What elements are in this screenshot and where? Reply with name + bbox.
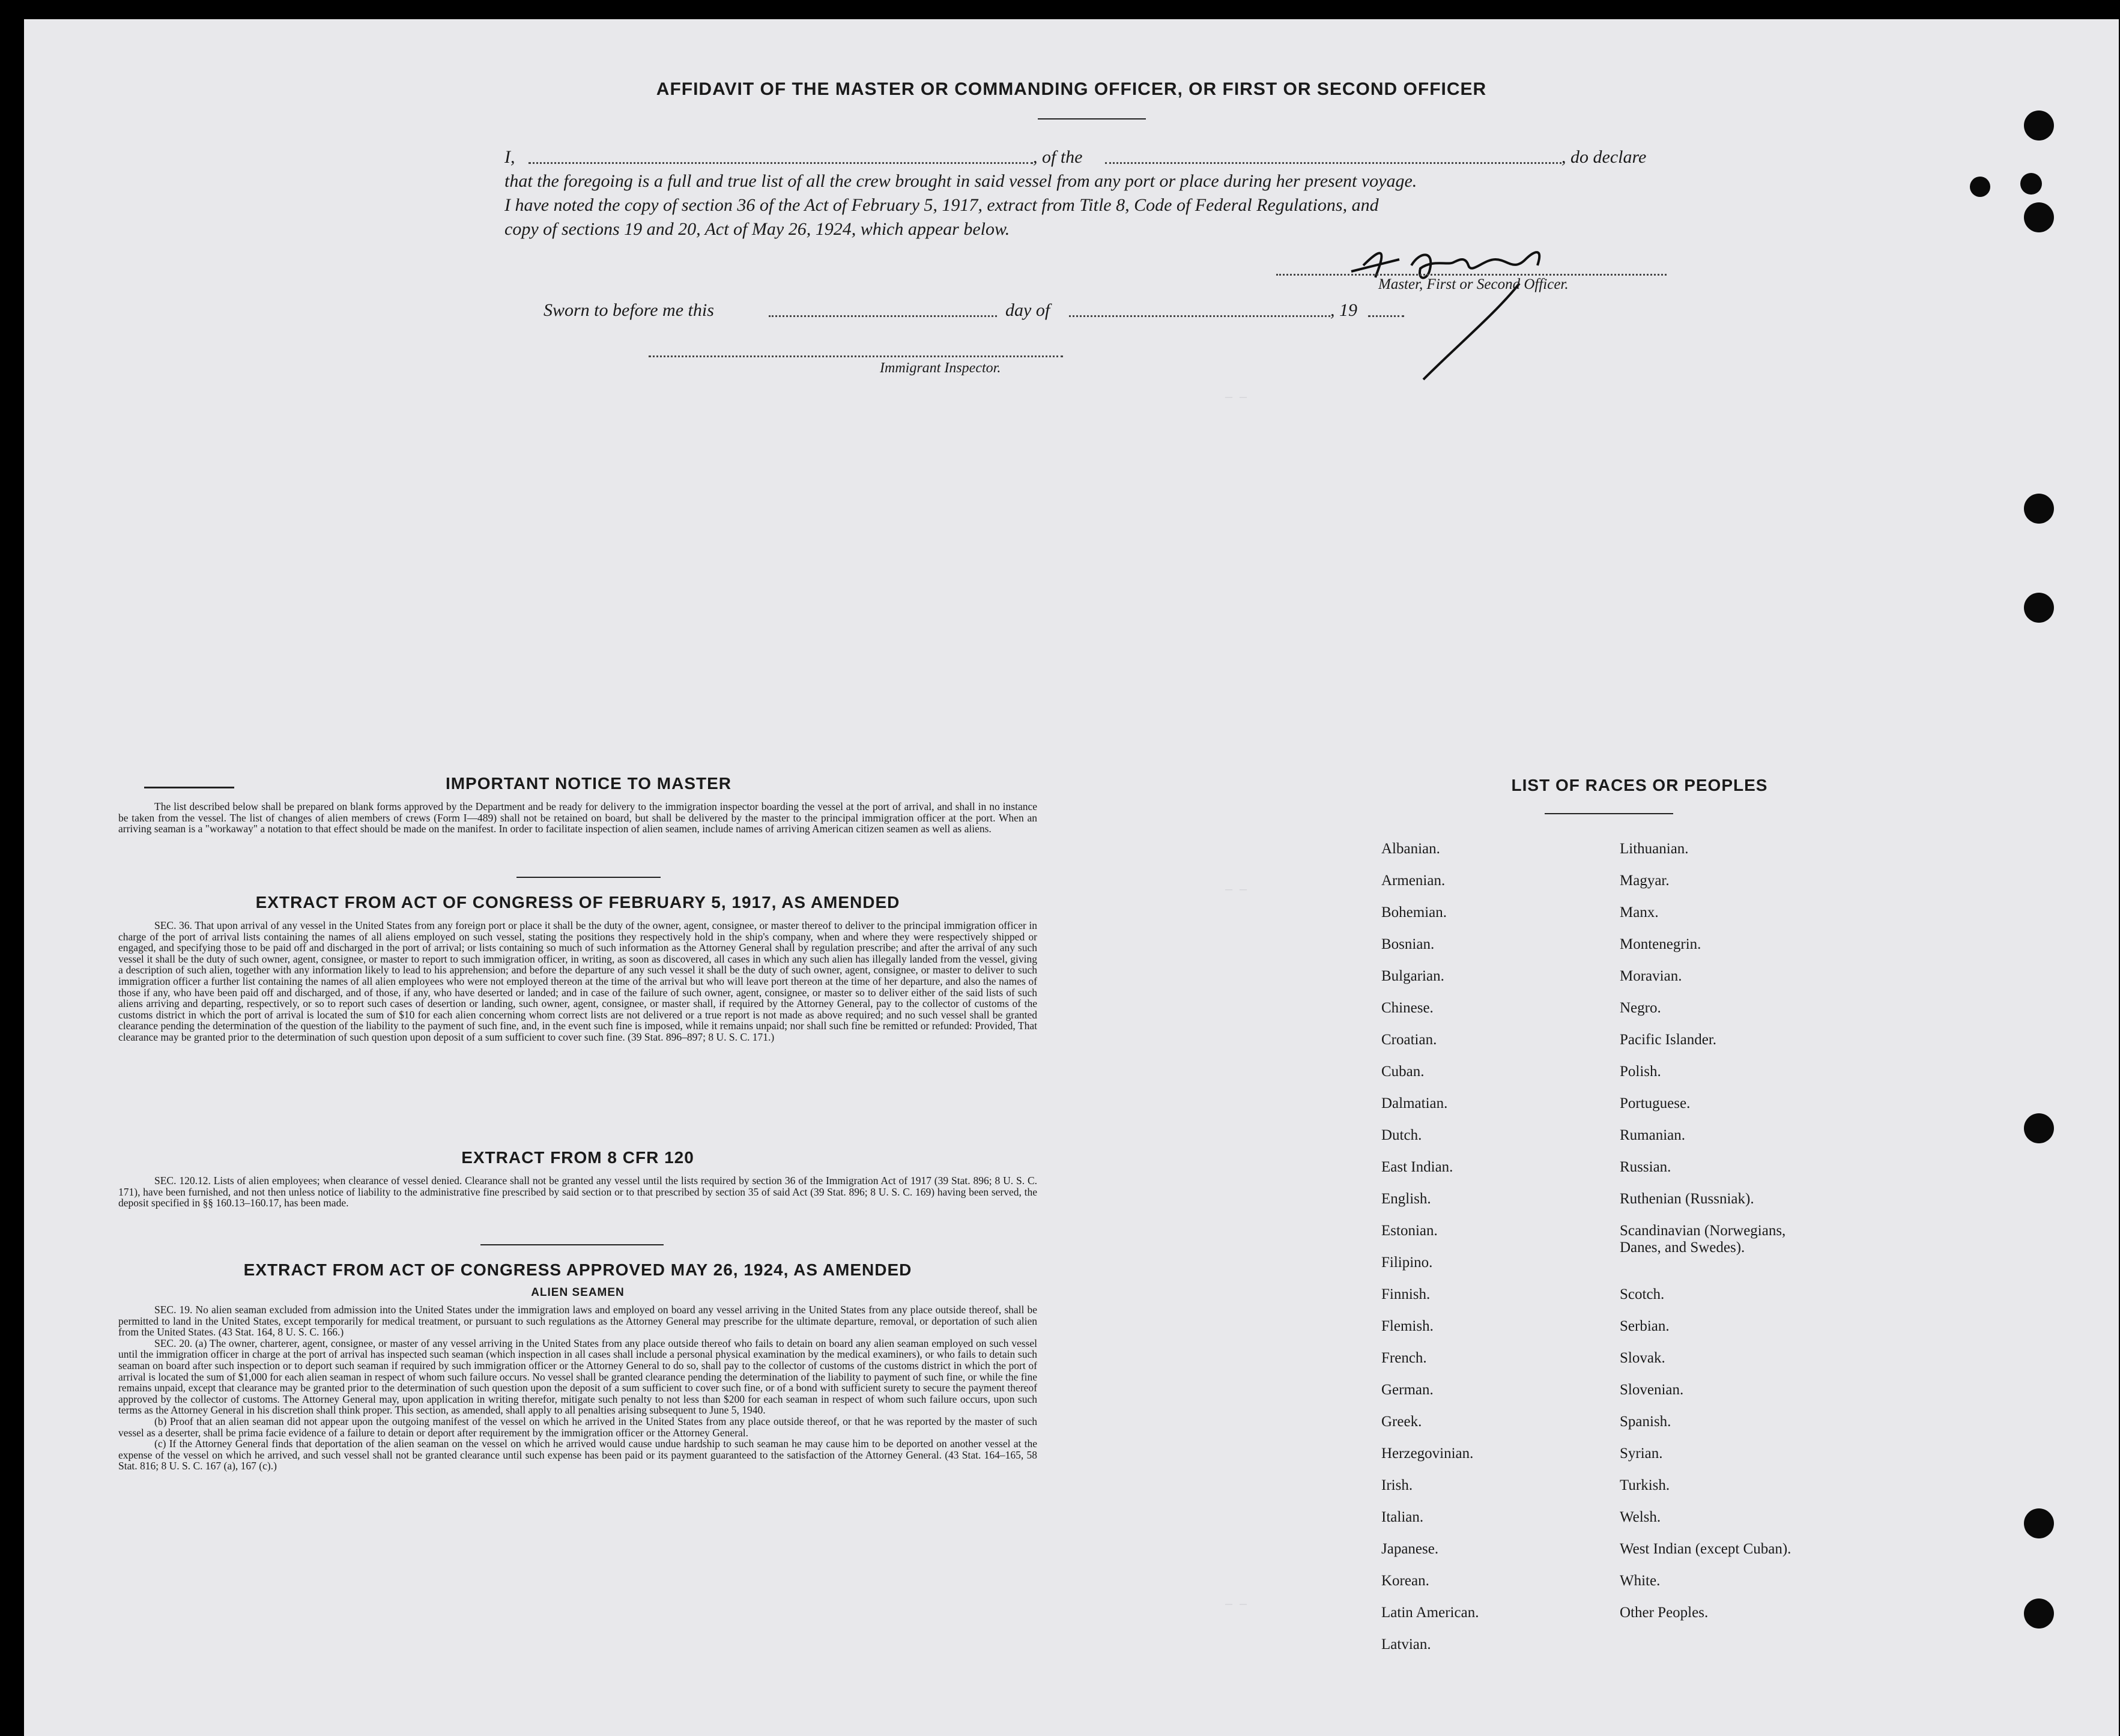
binder-hole [2024, 1598, 2054, 1629]
race-item: Portuguese. [1620, 1095, 1691, 1111]
race-item: Welsh. [1620, 1509, 1661, 1525]
affidavit-of-the: , of the [1033, 147, 1083, 167]
extract-1924-sec20c: (c) If the Attorney General finds that deportation of the alien seaman on the vessel on which he arrived would cause undue hardship to such seaman he may cause him to be deported on another vessel at the expense of the vessel on which he arrived, and such vessel shall not be granted clearance until such expense has been paid or its payment guaranteed to the satisfaction of the Attorney General. (43 Stat. 164–165, 58 Stat. 816; 8 U. S. C. 167 (a), 167 (c).) [118, 1438, 1037, 1472]
sworn-year-blank [1368, 315, 1404, 317]
notice-text: The list described below shall be prepared on blank forms approved by the Department and be ready for delivery to the immigration inspector boarding the vessel at the port of arrival, and shall in no instance be taken from the vessel. The list of changes of alien members of crews (Form I—489) shall not be retained on board, but shall be delivered by the master to the principal immigration officer at the port. When an arriving seaman is a "workaway" a notation to that effect should be made on the manifest. In order to facilitate inspection of alien seamen, include names of arriving American citizen seamen as well as aliens. [118, 800, 1037, 835]
race-item: Turkish. [1620, 1477, 1670, 1493]
race-item: Scandinavian (Norwegians, Danes, and Swedes). [1620, 1223, 1786, 1256]
race-item: Russian. [1620, 1159, 1671, 1175]
race-item: English. [1381, 1191, 1431, 1207]
races-title: LIST OF RACES OR PEOPLES [1511, 776, 1768, 794]
title-divider [1038, 118, 1146, 119]
race-item: Croatian. [1381, 1032, 1437, 1048]
race-item: Italian. [1381, 1509, 1424, 1525]
signature-line [1276, 274, 1667, 276]
extract-1917-block [118, 920, 1037, 1043]
race-item: Slovak. [1620, 1350, 1665, 1366]
extract-1924-sec19: SEC. 19. No alien seaman excluded from admission into the United States under the immigration laws and employed on board any vessel arriving in the United States from any place outside thereof, shall be permitted to land in the United States, except temporarily for medical treatment, or pursuant to such regulations as the Attorney General may prescribe for the ultimate departure, removal, or deportation of such alien from the United States. (43 Stat. 164, 8 U. S. C. 166.) [118, 1304, 1037, 1338]
race-item: Flemish. [1381, 1318, 1434, 1334]
race-item: Pacific Islander. [1620, 1032, 1717, 1048]
race-item: Other Peoples. [1620, 1604, 1709, 1621]
race-item: Herzegovinian. [1381, 1445, 1474, 1462]
race-item: Latvian. [1381, 1636, 1431, 1653]
race-item: Armenian. [1381, 873, 1446, 889]
bleed-through-mark: ─ ─ [1225, 392, 1247, 405]
race-item: Albanian. [1381, 841, 1440, 857]
name-blank [528, 162, 1033, 164]
race-item: Magyar. [1620, 873, 1670, 889]
notice-title: IMPORTANT NOTICE TO MASTER [445, 774, 732, 793]
binder-hole [2024, 1508, 2054, 1538]
notice-text-block [118, 801, 1037, 835]
race-item: Moravian. [1620, 968, 1682, 984]
bleed-through-mark: ─ ─ [1225, 884, 1247, 898]
race-item: Japanese. [1381, 1541, 1439, 1557]
race-item: Spanish. [1620, 1414, 1671, 1430]
race-item: Bohemian. [1381, 904, 1447, 921]
affidavit-title: AFFIDAVIT OF THE MASTER OR COMMANDING OFFICER, OR FIRST OR SECOND OFFICER [656, 79, 1487, 99]
vessel-blank [1105, 162, 1561, 164]
sworn-day-of: day of [1005, 300, 1050, 320]
race-item: Bosnian. [1381, 936, 1435, 952]
document-page [24, 19, 2119, 1736]
race-item: Lithuanian. [1620, 841, 1689, 857]
sworn-month-blank [1069, 315, 1330, 317]
race-item: Greek. [1381, 1414, 1422, 1430]
extract-1924-sec20b: (b) Proof that an alien seaman did not appear upon the outgoing manifest of the vessel on which he arrived in the United States from any place outside thereof, or that he was reported by the master of such vessel as a deserter, shall be prima facie evidence of a failure to detain or deport after requirement by the immigration officer or the Attorney General. [118, 1415, 1037, 1439]
affidavit-line-2: that the foregoing is a full and true list of all the crew brought in said vessel from any port or place during her present voyage. [504, 171, 1417, 191]
race-item: Latin American. [1381, 1604, 1479, 1621]
affidavit-i: I, [504, 147, 515, 167]
race-item: Filipino. [1381, 1254, 1433, 1271]
section-divider [480, 1244, 664, 1245]
race-item: Estonian. [1381, 1223, 1438, 1239]
extract-cfr-text: SEC. 120.12. Lists of alien employees; when clearance of vessel denied. Clearance shall not be granted any vessel until the lists required by section 36 of the Immigration Act of 1917 (39 Stat. 896; 8 U. S. C. 171), have been furnished, and not then unless notice of liability to the administrative fine prescribed by said section or to that prescribed by section 35 of said Act (39 Stat. 896; 8 U. S. C. 169) having been served, the deposit specified in §§ 160.13–160.17, has been made. [118, 1175, 1037, 1209]
inspector-caption: Immigrant Inspector. [880, 360, 1001, 376]
race-item: Syrian. [1620, 1445, 1663, 1462]
race-item: West Indian (except Cuban). [1620, 1541, 1791, 1557]
race-item: Korean. [1381, 1573, 1429, 1589]
binder-hole [2024, 1113, 2054, 1143]
extract-1924-subtitle: ALIEN SEAMEN [531, 1286, 625, 1299]
binder-hole [1970, 177, 1990, 197]
extract-1917-text: SEC. 36. That upon arrival of any vessel in the United States from any foreign port or place it shall be the duty of the owner, agent, consignee, or master thereof to deliver to the principal immigration officer in charge of the port of arrival lists containing the names of all aliens employed on such vessel, stating the positions they respectively hold in the ship's company, when and where they were respectively shipped or engaged, and specifying those to be paid off and discharged in the port of arrival; or lists containing so much of such information as the Attorney General shall by regulation prescribe; and after the arrival of any such vessel it shall be the duty of such owner, agent, consignee, or master to report to such immigration officer, in writing, as soon as discovered, all cases in which any such alien has illegally landed from the vessel, giving a description of such alien, together with any information likely to lead to his apprehension; and before the departure of any such vessel it shall be the duty of such owner, agent, consignee, or master to deliver to such immigration officer a further list containing the names of all alien employees who were not employed thereon at the time of the arrival but who will leave port thereon at the time of her departure, and also the names of those if any, who have been paid off and discharged, and of those, if any, who have deserted or landed; and in case of the failure of such owner, agent, consignee, or master so to deliver either of the said lists of such aliens arriving and departing, respectively, or so to report such cases of desertion or landing, such owner, agent, consignee, or master shall, if required by the Attorney General, pay to the collector of customs of the customs district in which the port of arrival is located the sum of $10 for each alien concerning whom correct lists are not delivered or a true report is not made as above required; and no such vessel shall be granted clearance pending the determination of the question of the liability to the payment of such fine, and, in the event such fine is imposed, while it remains unpaid; nor shall such fine be remitted or refunded: Provided, That clearance may be granted prior to the determination of such question upon deposit of a sum sufficient to cover such fine. (39 Stat. 896–897; 8 U. S. C. 171.) [118, 919, 1037, 1043]
affidavit-declare: , do declare [1561, 147, 1647, 167]
race-item: German. [1381, 1382, 1434, 1398]
extract-1924-sec20a: SEC. 20. (a) The owner, charterer, agent, consignee, or master of any vessel arriving in the United States from any place outside thereof who fails to detain on board any alien seaman employed on such vessel until the immigration officer in charge at the port of arrival has inspected such seaman (which inspection in all cases shall include a personal physical examination by the medical examiners), or who fails to detain such seaman on board after such inspection or to deport such seaman if required by such immigration officer or the Attorney General to do so, shall pay to the collector of customs of the customs district in which the port of arrival is located the sum of $1,000 for each alien seaman in respect of whom such failure occurs. No vessel shall be granted clearance pending the determination of the liability to payment of such fine, or while the fine remains unpaid, except that clearance may be granted prior to the determination of such question upon the deposit of a sum sufficient to cover such fine, or of a bond with sufficient surety to secure the payment thereof approved by the collector of customs. The Attorney General may, upon application in writing therefor, mitigate such penalty to not less than $200 for each seaman in respect of whom such failure occurs, upon such terms as the Attorney General in his discretion shall think proper. This section, as amended, shall apply to all penalties arising subsequent to June 5, 1940. [118, 1337, 1037, 1417]
race-item: White. [1620, 1573, 1661, 1589]
race-item: Manx. [1620, 904, 1659, 921]
race-item: Bulgarian. [1381, 968, 1444, 984]
race-item: Dutch. [1381, 1127, 1422, 1143]
race-item: Dalmatian. [1381, 1095, 1448, 1111]
race-item: Irish. [1381, 1477, 1413, 1493]
binder-hole [2024, 494, 2054, 524]
affidavit-line-1 [504, 145, 515, 169]
signature-caption: Master, First or Second Officer. [1378, 276, 1569, 292]
race-item: Montenegrin. [1620, 936, 1701, 952]
binder-hole [2020, 173, 2042, 195]
affidavit-line-3: I have noted the copy of section 36 of the Act of February 5, 1917, extract from Title 8, Code of Federal Regulations, and [504, 195, 1379, 215]
extract-cfr-title: EXTRACT FROM 8 CFR 120 [461, 1148, 694, 1167]
race-item: Slovenian. [1620, 1382, 1684, 1398]
extract-1924-title: EXTRACT FROM ACT OF CONGRESS APPROVED MAY 26, 1924, AS AMENDED [243, 1260, 912, 1279]
binder-hole [2024, 593, 2054, 623]
binder-hole [2024, 202, 2054, 232]
race-item: Finnish. [1381, 1286, 1431, 1302]
affidavit-line-4: copy of sections 19 and 20, Act of May 26, 1924, which appear below. [504, 219, 1010, 239]
races-divider [1545, 813, 1673, 814]
race-item: Rumanian. [1620, 1127, 1686, 1143]
extract-1924-block [118, 1304, 1037, 1472]
race-item: French. [1381, 1350, 1427, 1366]
race-item: Scotch. [1620, 1286, 1665, 1302]
extract-1917-title: EXTRACT FROM ACT OF CONGRESS OF FEBRUARY 5, 1917, AS AMENDED [255, 893, 900, 912]
race-item: Negro. [1620, 1000, 1661, 1016]
extract-cfr-block [118, 1175, 1037, 1209]
race-item: Serbian. [1620, 1318, 1670, 1334]
section-divider [516, 877, 661, 878]
sworn-year: , 19 [1330, 300, 1357, 320]
race-item: Chinese. [1381, 1000, 1434, 1016]
race-item: Polish. [1620, 1063, 1661, 1080]
race-item: East Indian. [1381, 1159, 1453, 1175]
bleed-through-mark: ─ ─ [1225, 1598, 1247, 1612]
inspector-line [649, 355, 1063, 357]
sworn-prefix: Sworn to before me this [544, 300, 714, 320]
sworn-day-blank [769, 315, 997, 317]
race-item: Cuban. [1381, 1063, 1425, 1080]
binder-hole [2024, 110, 2054, 141]
handwritten-signature [1315, 223, 1652, 386]
race-item: Ruthenian (Russniak). [1620, 1191, 1754, 1207]
